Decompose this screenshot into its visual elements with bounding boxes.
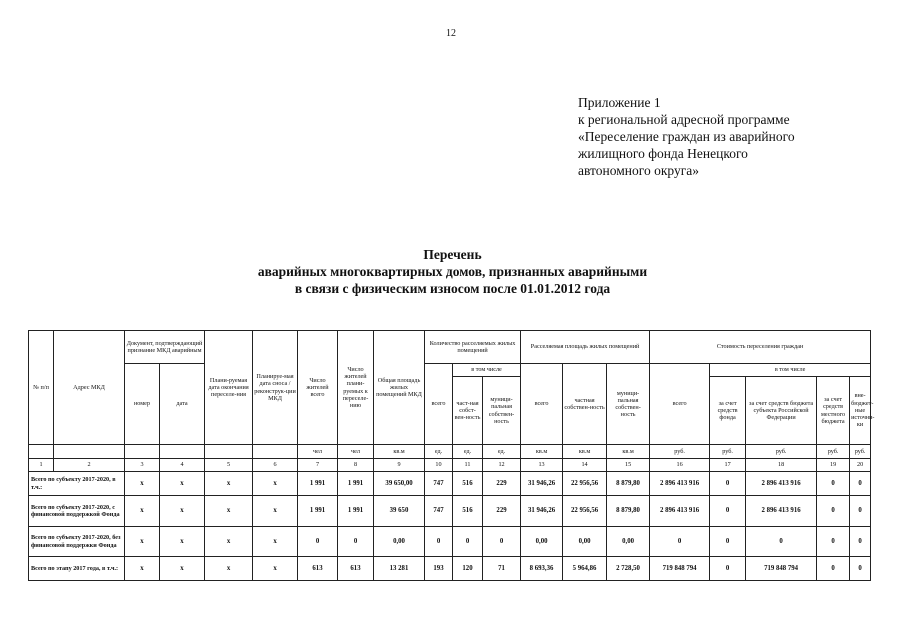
header-area-private: частная собствен-ность	[563, 364, 607, 445]
table-cell: 193	[425, 557, 453, 581]
col-number: 14	[563, 459, 607, 472]
table-cell: 8 879,80	[607, 472, 650, 496]
title-line: в связи с физическим износом после 01.01.2012 года	[294, 281, 611, 296]
table-cell: 13 281	[374, 557, 425, 581]
col-number: 11	[453, 459, 483, 472]
table-cell: х	[205, 472, 253, 496]
table-cell: 5 964,86	[563, 557, 607, 581]
table-cell: 0	[850, 496, 871, 527]
units-row	[29, 445, 871, 459]
table-cell: 0	[850, 472, 871, 496]
header-rooms: Количество расселяемых жилых помещений	[425, 331, 521, 364]
col-number: 5	[205, 459, 253, 472]
col-number: 12	[483, 459, 521, 472]
table-cell: 0	[298, 527, 338, 557]
table-cell: 1 991	[338, 472, 374, 496]
unit-cell: руб.	[850, 445, 871, 459]
table-cell: 8 693,36	[521, 557, 563, 581]
table-cell: х	[205, 527, 253, 557]
appendix-line: автономного округа»	[578, 163, 699, 178]
emergency-houses-table	[28, 330, 875, 581]
col-number: 15	[607, 459, 650, 472]
table-cell: 0	[850, 557, 871, 581]
unit-cell	[29, 445, 54, 459]
unit-cell: кв.м	[521, 445, 563, 459]
header-num: № п/п	[29, 331, 54, 445]
col-number: 19	[817, 459, 850, 472]
title-line: Перечень	[423, 247, 482, 262]
col-number: 2	[54, 459, 125, 472]
header-residents-planned: Число жителей плани-руемых к переселе-нию	[338, 331, 374, 445]
unit-cell: кв.м	[607, 445, 650, 459]
table-cell: х	[253, 527, 298, 557]
table-cell: 0	[746, 527, 817, 557]
table-cell: 0,00	[521, 527, 563, 557]
appendix-line: жилищного фонда Ненецкого	[578, 146, 748, 161]
table-cell: 2 728,50	[607, 557, 650, 581]
table-cell: х	[205, 496, 253, 527]
table-cell: 2 896 413 916	[746, 472, 817, 496]
header-cost-total: всего	[650, 364, 710, 445]
header-planned-end: Плани-руемая дата окончания переселе-ния	[205, 331, 253, 445]
appendix-line: Приложение 1	[578, 95, 661, 110]
col-number: 9	[374, 459, 425, 472]
table-cell: х	[125, 472, 160, 496]
table-cell: х	[160, 557, 205, 581]
table-cell: х	[205, 557, 253, 581]
col-number: 17	[710, 459, 746, 472]
table-cell: 1 991	[298, 496, 338, 527]
table-cell: 39 650	[374, 496, 425, 527]
table-cell: 1 991	[338, 496, 374, 527]
header-rooms-municipal: муници-пальная собствен-ность	[483, 377, 521, 445]
table-cell: 0	[817, 557, 850, 581]
table-cell: 0	[817, 527, 850, 557]
header-residents: Число жителей всего	[298, 331, 338, 445]
header-total-area: Общая площадь жилых помещений МКД	[374, 331, 425, 445]
table-cell: 0	[650, 527, 710, 557]
table-cell: 0	[710, 472, 746, 496]
table-cell: 747	[425, 496, 453, 527]
header-cost-local: за счет средств местного бюджета	[817, 377, 850, 445]
title-line: аварийных многоквартирных домов, признанных аварийными	[257, 264, 648, 279]
table-cell: 719 848 794	[746, 557, 817, 581]
header-cost-subject: за счет средств бюджета субъекта Российской Федерации	[746, 377, 817, 445]
header-cost-incl: в том числе	[710, 364, 871, 377]
col-number: 18	[746, 459, 817, 472]
header-rooms-total: всего	[425, 364, 453, 445]
col-number: 1	[29, 459, 54, 472]
table-cell: 2 896 413 916	[650, 472, 710, 496]
table-cell: х	[160, 496, 205, 527]
header-document: Документ, подтверждающий признание МКД аварийным	[125, 331, 205, 364]
col-number: 10	[425, 459, 453, 472]
table-cell: 516	[453, 496, 483, 527]
header-planned-demolition: Планируе-мая дата сноса / реконструк-ции МКД	[253, 331, 298, 445]
column-numbers-row	[29, 459, 871, 472]
table-cell: 0	[710, 496, 746, 527]
table-cell: х	[253, 496, 298, 527]
table-row	[29, 557, 871, 581]
unit-cell: руб.	[650, 445, 710, 459]
header-rooms-incl: в том числе	[453, 364, 521, 377]
table-cell: 719 848 794	[650, 557, 710, 581]
table-row	[29, 527, 871, 557]
unit-cell: руб.	[817, 445, 850, 459]
row-label: Всего по субъекту 2017-2020, с финансовой поддержкой Фонда	[29, 496, 125, 527]
unit-cell	[160, 445, 205, 459]
table-cell: 31 946,26	[521, 472, 563, 496]
table-cell: х	[125, 557, 160, 581]
table-cell: 2 896 413 916	[746, 496, 817, 527]
col-number: 16	[650, 459, 710, 472]
header-cost-extra: вне-бюджет-ные источни-ки	[850, 377, 871, 445]
table-cell: 0	[453, 527, 483, 557]
table-cell: 0,00	[374, 527, 425, 557]
page-number: 12	[446, 28, 456, 39]
col-number: 13	[521, 459, 563, 472]
table-row	[29, 496, 871, 527]
table-cell: 229	[483, 472, 521, 496]
table-cell: х	[253, 472, 298, 496]
table-cell: х	[125, 496, 160, 527]
table-cell: 0	[710, 527, 746, 557]
table-cell: 31 946,26	[521, 496, 563, 527]
table-cell: 22 956,56	[563, 472, 607, 496]
unit-cell	[253, 445, 298, 459]
table-cell: 22 956,56	[563, 496, 607, 527]
table-cell: х	[160, 527, 205, 557]
table-cell: 0,00	[563, 527, 607, 557]
header-address: Адрес МКД	[54, 331, 125, 445]
col-number: 8	[338, 459, 374, 472]
unit-cell	[54, 445, 125, 459]
table-cell: 516	[453, 472, 483, 496]
row-label: Всего по субъекту 2017-2020, в т.ч.:	[29, 472, 125, 496]
document-title	[0, 246, 905, 297]
unit-cell: кв.м	[563, 445, 607, 459]
table-cell: 120	[453, 557, 483, 581]
unit-cell: ед.	[425, 445, 453, 459]
header-cost: Стоимость переселения граждан	[650, 331, 871, 364]
header-area-total: всего	[521, 364, 563, 445]
table-cell: х	[253, 557, 298, 581]
col-number: 7	[298, 459, 338, 472]
col-number: 4	[160, 459, 205, 472]
table-cell: 0	[425, 527, 453, 557]
table-cell: 39 650,00	[374, 472, 425, 496]
row-label: Всего по этапу 2017 года, в т.ч.:	[29, 557, 125, 581]
table-cell: 0	[483, 527, 521, 557]
table-cell: х	[125, 527, 160, 557]
unit-cell: руб.	[746, 445, 817, 459]
table-cell: 71	[483, 557, 521, 581]
unit-cell: чел	[298, 445, 338, 459]
col-number: 3	[125, 459, 160, 472]
table-cell: 0	[850, 527, 871, 557]
appendix-note	[578, 94, 795, 179]
unit-cell: кв.м	[374, 445, 425, 459]
table-cell: 229	[483, 496, 521, 527]
table-cell: 2 896 413 916	[650, 496, 710, 527]
table-cell: 8 879,80	[607, 496, 650, 527]
unit-cell	[125, 445, 160, 459]
unit-cell: чел	[338, 445, 374, 459]
header-doc-date: дата	[160, 364, 205, 445]
unit-cell: ед.	[453, 445, 483, 459]
table-cell: 747	[425, 472, 453, 496]
table-cell: 0	[817, 472, 850, 496]
header-doc-number: номер	[125, 364, 160, 445]
table-cell: 613	[338, 557, 374, 581]
table-cell: 0,00	[607, 527, 650, 557]
col-number: 6	[253, 459, 298, 472]
table-cell: 0	[338, 527, 374, 557]
table-cell: 0	[817, 496, 850, 527]
unit-cell: руб.	[710, 445, 746, 459]
appendix-line: «Переселение граждан из аварийного	[578, 129, 795, 144]
unit-cell	[205, 445, 253, 459]
table-row	[29, 472, 871, 496]
row-label: Всего по субъекту 2017-2020, без финансовой поддержки Фонда	[29, 527, 125, 557]
header-area: Расселяемая площадь жилых помещений	[521, 331, 650, 364]
appendix-line: к региональной адресной программе	[578, 112, 790, 127]
unit-cell: ед.	[483, 445, 521, 459]
table-cell: 1 991	[298, 472, 338, 496]
header-rooms-private: част-ная собст-вен-ность	[453, 377, 483, 445]
header-area-municipal: муници-пальная собствен-ность	[607, 364, 650, 445]
header-cost-fund: за счет средств фонда	[710, 377, 746, 445]
table-cell: 613	[298, 557, 338, 581]
table-cell: 0	[710, 557, 746, 581]
table-cell: х	[160, 472, 205, 496]
col-number: 20	[850, 459, 871, 472]
